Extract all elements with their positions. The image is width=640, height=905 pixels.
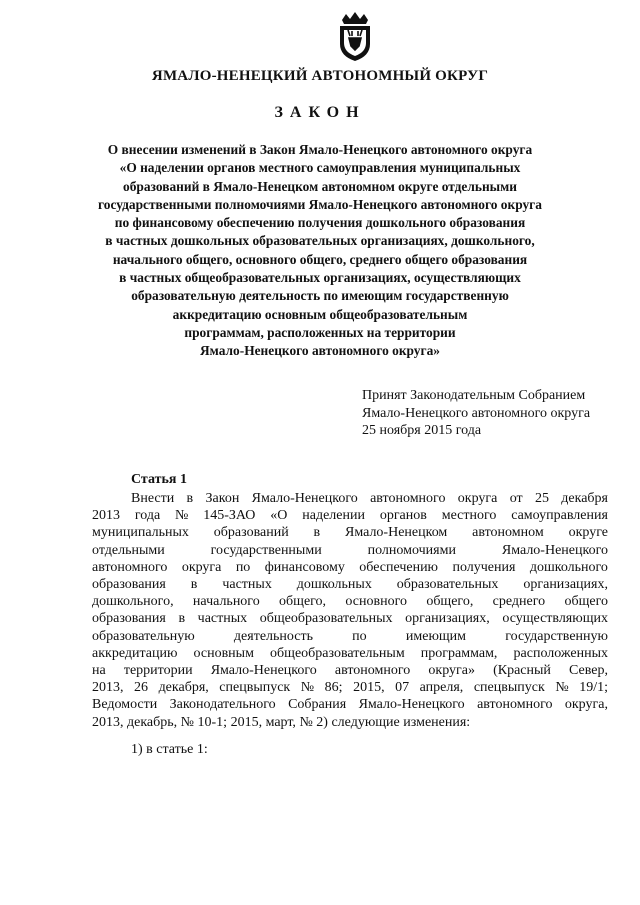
body-word: Ведомости [92, 697, 158, 713]
body-word: № [555, 680, 569, 696]
body-word: 10-1; [197, 714, 231, 730]
body-line [92, 507, 608, 524]
body-word: образования [92, 611, 166, 627]
body-word: округа [457, 491, 498, 506]
title-line: государственными полномочиями Ямало-Ненецкого автономного округа [98, 196, 542, 212]
body-word: № [299, 714, 317, 730]
body-word: март, [265, 714, 300, 730]
law-title [70, 141, 570, 361]
body-word: образовательных [396, 577, 499, 593]
body-word: декабря [561, 491, 608, 506]
body-word: частных [197, 611, 248, 627]
body-word: 2013 [92, 508, 120, 524]
body-word: автономного [92, 559, 168, 575]
body-word: деятельность [233, 628, 313, 644]
document-type: ЗАКОН [274, 104, 366, 121]
adoption-line: Принят Законодательным Собранием [362, 388, 586, 403]
body-word: округа [181, 559, 222, 575]
body-word: следующие [331, 714, 404, 730]
body-word: Закон [205, 491, 240, 506]
body-word: Север, [569, 663, 608, 679]
body-word: Ямало-Ненецкого [358, 697, 465, 713]
body-word: общеобразовательным [270, 645, 405, 661]
body-word: № [175, 508, 189, 524]
body-word: организациях, [405, 611, 490, 627]
body-word: государственными [210, 542, 322, 558]
body-word: от [509, 491, 523, 506]
body-line [92, 679, 608, 696]
body-word: изменения: [403, 714, 471, 730]
title-line: аккредитацию основным общеобразовательным [172, 306, 468, 322]
body-word: 86; [324, 680, 343, 696]
article-heading: Статья 1 [131, 472, 187, 487]
body-line [92, 524, 608, 541]
region-name: ЯМАЛО-НЕНЕЦКИЙ АВТОНОМНЫЙ ОКРУГ [151, 68, 489, 84]
body-word: основного [345, 594, 407, 610]
body-word: наделении [302, 508, 365, 524]
body-word: образовательную [92, 628, 195, 644]
body-word: № [180, 714, 198, 730]
body-word: автономном [472, 525, 544, 541]
body-word: дошкольных [296, 577, 372, 593]
body-word: 19/1; [579, 680, 608, 696]
body-word: Собрания [288, 697, 347, 713]
body-word: получения [452, 559, 516, 575]
body-word: полномочиями [367, 542, 456, 558]
body-word: № [300, 680, 315, 696]
body-word: дошкольного, [92, 594, 174, 610]
body-word: территории [123, 663, 193, 679]
body-word: спецвыпуск [473, 680, 545, 696]
body-word: общеобразовательных [259, 611, 393, 627]
title-line: в частных общеобразовательных организациях, осуществляющих [119, 270, 521, 286]
body-word: Ямало-Ненецком [345, 525, 448, 541]
adoption-date: 25 ноября 2015 года [362, 423, 482, 438]
body-word: 2) [316, 714, 332, 730]
adoption-note [362, 387, 590, 440]
body-word: организациях, [523, 577, 608, 593]
body-word: 2015, [353, 680, 385, 696]
body-word: Ямало-Ненецкого [501, 542, 608, 558]
body-word: 2013, [92, 680, 124, 696]
body-word: основным [193, 645, 254, 661]
body-word: 145-ЗАО [203, 508, 256, 524]
body-line [92, 714, 608, 731]
body-word: «О [270, 508, 288, 524]
body-line [92, 576, 608, 593]
title-line: образований в Ямало-Ненецком автономном округе отдельными [123, 178, 517, 194]
body-word: самоуправления [511, 508, 608, 524]
body-word: Внести [131, 491, 175, 506]
body-word: в [190, 577, 198, 593]
body-word: года [134, 508, 161, 524]
body-word: общего [564, 594, 608, 610]
title-line: О внесении изменений в Закон Ямало-Ненецкого автономного округа [107, 142, 533, 157]
body-word: в [313, 525, 321, 541]
body-line [92, 696, 608, 713]
body-word: апреля, [419, 680, 464, 696]
body-word: декабрь, [127, 714, 181, 730]
article-body [92, 490, 608, 731]
body-word: обеспечению [359, 559, 439, 575]
body-word: по [235, 559, 251, 575]
body-line [92, 593, 608, 610]
title-line: «О наделении органов местного самоуправления муниципальных [119, 160, 521, 176]
body-word: органов [379, 508, 427, 524]
body-word: спецвыпуск [219, 680, 291, 696]
list-item: 1) в статье 1: [131, 742, 208, 757]
body-word: (Красный [493, 663, 551, 679]
body-word: автономного [370, 491, 446, 506]
body-word: округе [568, 525, 608, 541]
body-line [92, 542, 608, 559]
body-word: начального [192, 594, 260, 610]
body-word: государственную [505, 628, 608, 644]
body-word: на [92, 663, 106, 679]
title-line: начального общего, основного общего, среднего общего образования [112, 251, 528, 267]
body-word: частных [222, 577, 272, 593]
body-word: имеющим [405, 628, 467, 644]
body-word: Ямало-Ненецкого [251, 491, 358, 506]
body-word: среднего [492, 594, 546, 610]
adoption-line: Ямало-Ненецкого автономного округа [362, 405, 591, 421]
body-word: образований [213, 525, 289, 541]
body-word: дошкольного [529, 559, 608, 575]
body-word: по [352, 628, 367, 644]
body-line [92, 559, 608, 576]
body-word: 2013, [92, 714, 127, 730]
body-word: образования [92, 577, 166, 593]
body-word: 2015, [230, 714, 266, 730]
coat-of-arms-emblem [334, 6, 376, 62]
title-line: образовательную деятельность по имеющим государственную [131, 288, 509, 304]
body-line [92, 628, 608, 645]
body-word: в [186, 491, 194, 506]
body-word: 07 [395, 680, 410, 696]
body-word: местного [441, 508, 497, 524]
body-word: округа» [428, 663, 475, 679]
body-word: расположенных [513, 645, 608, 661]
body-line [92, 662, 608, 679]
body-word: округа, [564, 697, 608, 713]
body-word: автономного [477, 697, 553, 713]
body-word: декабря, [158, 680, 209, 696]
body-word: муниципальных [92, 525, 189, 541]
title-line: по финансовому обеспечению получения дошкольного образования [114, 215, 526, 231]
title-line: Ямало-Ненецкого автономного округа» [200, 343, 440, 359]
body-line [92, 490, 608, 507]
body-word: финансовому [264, 559, 345, 575]
body-word: осуществляющих [502, 611, 608, 627]
body-word: 25 [534, 491, 549, 506]
body-line [92, 645, 608, 662]
body-word: отдельными [92, 542, 165, 558]
body-word: программам, [420, 645, 498, 661]
title-line: в частных дошкольных образовательных организациях, дошкольного, [105, 233, 535, 249]
body-word: автономного [334, 663, 411, 679]
title-line: программам, расположенных на территории [184, 324, 456, 340]
body-word: в [178, 611, 186, 627]
body-word: Законодательного [169, 697, 276, 713]
body-line [92, 610, 608, 627]
body-word: аккредитацию [92, 645, 178, 661]
body-word: Ямало-Ненецкого [210, 663, 317, 679]
body-word: общего, [279, 594, 327, 610]
body-word: 26 [134, 680, 149, 696]
body-word: общего, [426, 594, 474, 610]
